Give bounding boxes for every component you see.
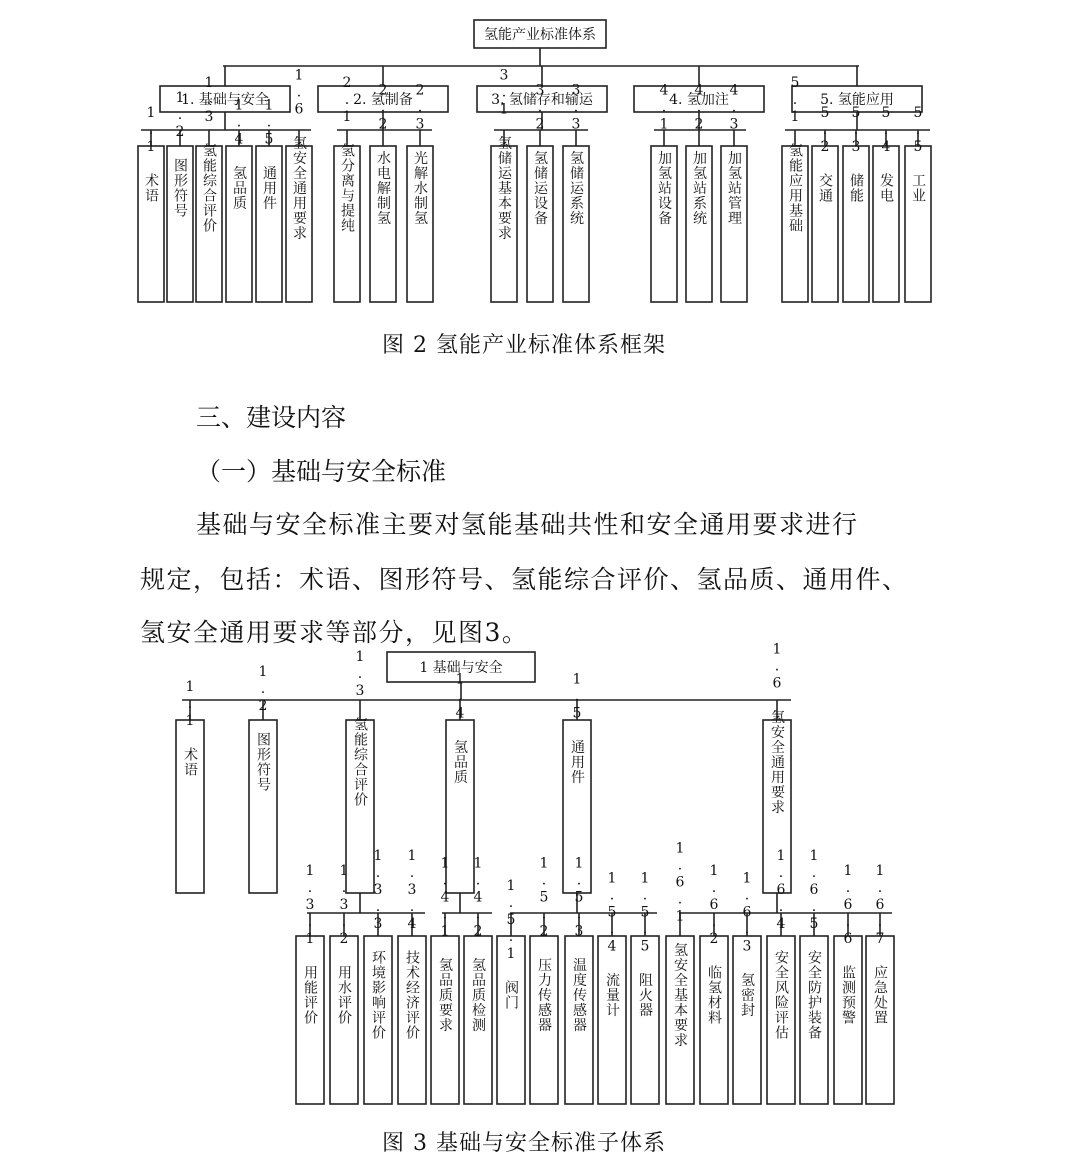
fig2-node-5-1-label: 5.1 氢能应用基础 — [787, 75, 803, 233]
paragraph-line-1: 基础与安全标准主要对氢能基础共性和安全通用要求进行 — [196, 510, 859, 539]
fig3-l1-6-label: 1.6 氢安全通用要求 — [769, 641, 785, 815]
fig2-node-4-2-label: 4.2 加氢站系统 — [691, 82, 707, 226]
fig3-sub_1_5-2-label: 1.5.2 压力传感器 — [536, 855, 552, 1033]
fig3-sub_1_6-2-label: 1.6.2 临氢材料 — [706, 863, 722, 1025]
fig2-node-3-1-label: 3.1 氢储运基本要求 — [496, 67, 512, 241]
fig2-node-5-2-label: 5.2 交通 — [817, 105, 833, 203]
fig2-node-3-3-label: 3.3 氢储运系统 — [568, 82, 584, 226]
fig2-node-1-5-label: 1.5 通用件 — [261, 97, 277, 211]
fig2-node-1-6-label: 1.6 氢安全通用要求 — [291, 67, 307, 241]
figure-3-caption: 图 3 基础与安全标准子体系 — [382, 1131, 666, 1156]
fig2-node-2-3-label: 2.3 光解水制氢 — [412, 82, 428, 226]
paragraph-line-3: 氢安全通用要求等部分，见图3。 — [140, 618, 529, 647]
fig3-sub_1_4-1-label: 1.4.1 氢品质要求 — [437, 855, 453, 1033]
fig3-sub_1_5-4-label: 1.5.4 流量计 — [604, 870, 620, 1018]
fig3-sub_1_4-2-label: 1.4.2 氢品质检测 — [470, 855, 486, 1033]
fig3-sub_1_6-4-label: 1.6.4 安全风险评估 — [773, 848, 789, 1040]
fig2-node-3-2-label: 3.2 氢储运设备 — [532, 82, 548, 226]
fig2-node-1-4-label: 1.4 氢品质 — [231, 97, 247, 211]
fig2-group-1-label: 1. 基础与安全 — [181, 92, 269, 108]
fig3-sub_1_6-7-label: 1.6.7 应急处置 — [872, 863, 888, 1025]
fig3-sub_1_6-6-label: 1.6.6 监测预警 — [840, 863, 856, 1025]
fig3-l1-4-label: 1.4 氢品质 — [452, 671, 468, 785]
fig3-l1-2-label: 1.2 图形符号 — [255, 664, 271, 792]
fig2-group-4-label: 4. 氢加注 — [669, 92, 729, 108]
fig2-node-4-1-label: 4.1 加氢站设备 — [656, 82, 672, 226]
fig3-root-label: 1 基础与安全 — [419, 660, 503, 676]
fig3-sub_1_6-3-label: 1.6.3 氢密封 — [739, 870, 755, 1018]
fig3-l1-1-label: 1.1 术语 — [182, 679, 198, 777]
fig2-node-2-1-label: 2.1 氢分离与提纯 — [339, 75, 355, 233]
figure-2-caption: 图 2 氢能产业标准体系框架 — [382, 333, 666, 358]
fig2-group-2-label: 2. 氢制备 — [353, 92, 413, 108]
fig3-sub_1_3-1-label: 1.3.1 用能评价 — [302, 863, 318, 1025]
fig3-l1-5-label: 1.5 通用件 — [569, 671, 585, 785]
fig2-node-4-3-label: 4.3 加氢站管理 — [726, 82, 742, 226]
subsection-heading: （一）基础与安全标准 — [196, 457, 447, 486]
fig3-sub_1_5-5-label: 1.5.5 阻火器 — [637, 870, 653, 1018]
fig3-l1-3-label: 1.3 氢能综合评价 — [352, 649, 368, 807]
fig2-node-5-5-label: 5.5 工业 — [910, 105, 926, 203]
fig2-node-2-2-label: 2.2 水电解制氢 — [375, 82, 391, 226]
section-heading: 三、建设内容 — [196, 403, 347, 432]
fig2-node-5-3-label: 5.3 储能 — [848, 105, 864, 203]
fig3-sub_1_3-3-label: 1.3.3 环境影响评价 — [370, 848, 386, 1040]
fig2-node-1-3-label: 1.3 氢能综合评价 — [201, 75, 217, 233]
fig3-sub_1_5-3-label: 1.5.3 温度传感器 — [571, 855, 587, 1033]
fig3-sub_1_6-5-label: 1.6.5 安全防护装备 — [806, 848, 822, 1040]
fig2-node-5-4-label: 5.4 发电 — [878, 105, 894, 203]
fig2-group-5-label: 5. 氢能应用 — [820, 92, 894, 108]
fig2-node-1-2-label: 1.2 图形符号 — [172, 90, 188, 218]
fig2-group-3-label: 3. 氢储存和输运 — [491, 92, 593, 108]
fig3-sub_1_6-1-label: 1.6.1 氢安全基本要求 — [672, 840, 688, 1048]
paragraph-line-2: 规定，包括：术语、图形符号、氢能综合评价、氢品质、通用件、 — [140, 565, 909, 594]
fig3-sub_1_5-1-label: 1.5.1 阀门 — [503, 878, 519, 1010]
fig2-root-label: 氢能产业标准体系 — [484, 27, 596, 43]
fig3-sub_1_3-2-label: 1.3.2 用水评价 — [336, 863, 352, 1025]
fig3-sub_1_3-4-label: 1.3.4 技术经济评价 — [404, 848, 420, 1040]
fig2-node-1-1-label: 1.1 术语 — [143, 105, 159, 203]
